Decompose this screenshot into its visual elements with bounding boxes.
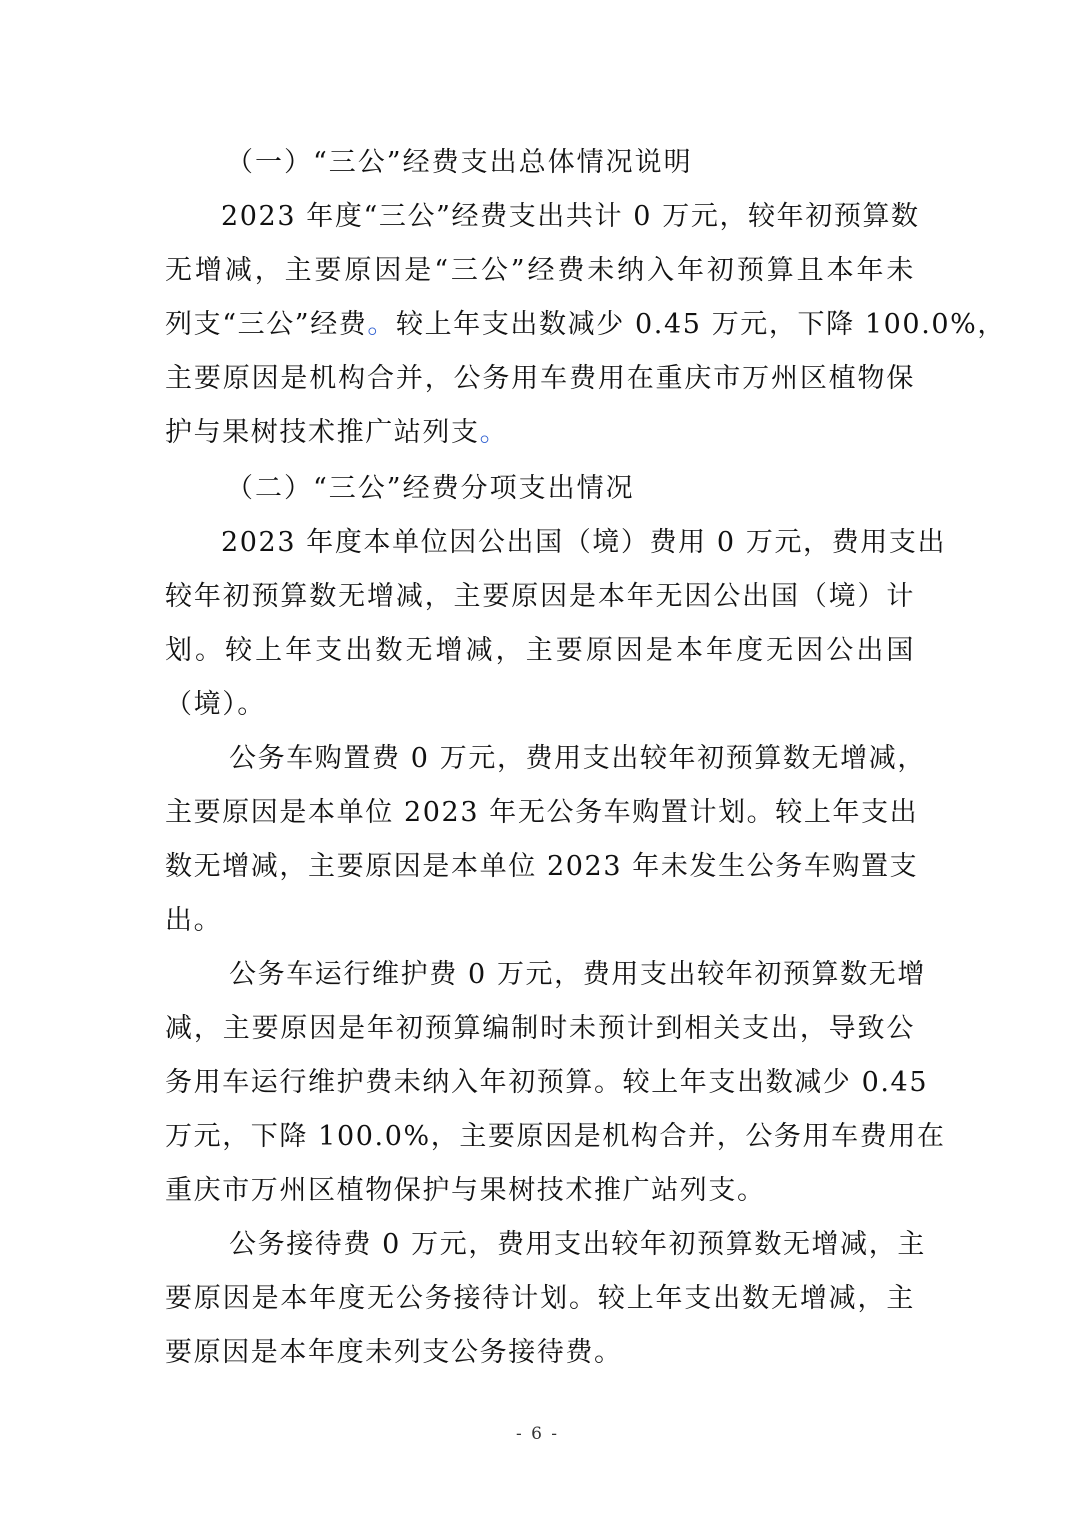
paragraph-overseas-travel [165,516,947,732]
text-line: 2023 年度本单位因公出国（境）费用 0 万元，费用支出 [221,527,947,558]
text-line: 务用车运行维护费未纳入年初预算。较上年支出数减少 0.45 [165,1067,929,1098]
text-fragment: 较上年支出数减少 0.45 万元，下降 100.0%， [396,309,1007,340]
text-line: 要原因是本年度无公务接待计划。较上年支出数无增减，主 [165,1283,915,1314]
text-line [165,406,915,460]
paragraph-vehicle-purchase [165,732,926,948]
paragraph-overall-expenditure [165,190,1007,460]
text-line: 无增减，主要原因是“三公”经费未纳入年初预算且本年未 [165,255,915,286]
blue-period-mark: 。 [479,417,509,448]
page-number: - 6 - [515,1424,560,1444]
text-line: 主要原因是本单位 2023 年无公务车购置计划。较上年支出 [165,797,919,828]
text-line: 较年初预算数无增减，主要原因是本年无因公出国（境）计 [165,581,915,612]
text-line: 出。 [165,905,223,936]
paragraph-vehicle-maintenance [165,948,946,1218]
text-line: 公务车购置费 0 万元，费用支出较年初预算数无增减， [229,743,926,774]
section-heading-overall: （一）“三公”经费支出总体情况说明 [226,147,693,178]
text-line: 重庆市万州区植物保护与果树技术推广站列支。 [165,1175,766,1206]
text-line: 划。较上年支出数无增减，主要原因是本年度无因公出国 [165,635,915,666]
section-heading-itemized: （二）“三公”经费分项支出情况 [226,473,635,504]
text-line: 数无增减，主要原因是本单位 2023 年未发生公务车购置支 [165,851,919,882]
paragraph-official-reception [165,1218,926,1380]
text-line: 减，主要原因是年初预算编制时未预计到相关支出，导致公 [165,1013,915,1044]
text-line [165,298,1007,352]
text-fragment: 列支“三公”经费 [165,309,368,340]
text-line: 公务接待费 0 万元，费用支出较年初预算数无增减，主 [229,1229,926,1260]
blue-period-mark: 。 [367,309,397,340]
text-fragment: 护与果树技术推广站列支 [165,417,480,448]
text-line: 公务车运行维护费 0 万元，费用支出较年初预算数无增 [229,959,926,990]
text-line: 万元，下降 100.0%，主要原因是机构合并，公务用车费用在 [165,1121,946,1152]
text-line: 主要原因是机构合并，公务用车费用在重庆市万州区植物保 [165,363,915,394]
text-line: 要原因是本年度未列支公务接待费。 [165,1337,623,1368]
text-line: （境）。 [165,689,266,720]
text-line: 2023 年度“三公”经费支出共计 0 万元，较年初预算数 [221,201,920,232]
